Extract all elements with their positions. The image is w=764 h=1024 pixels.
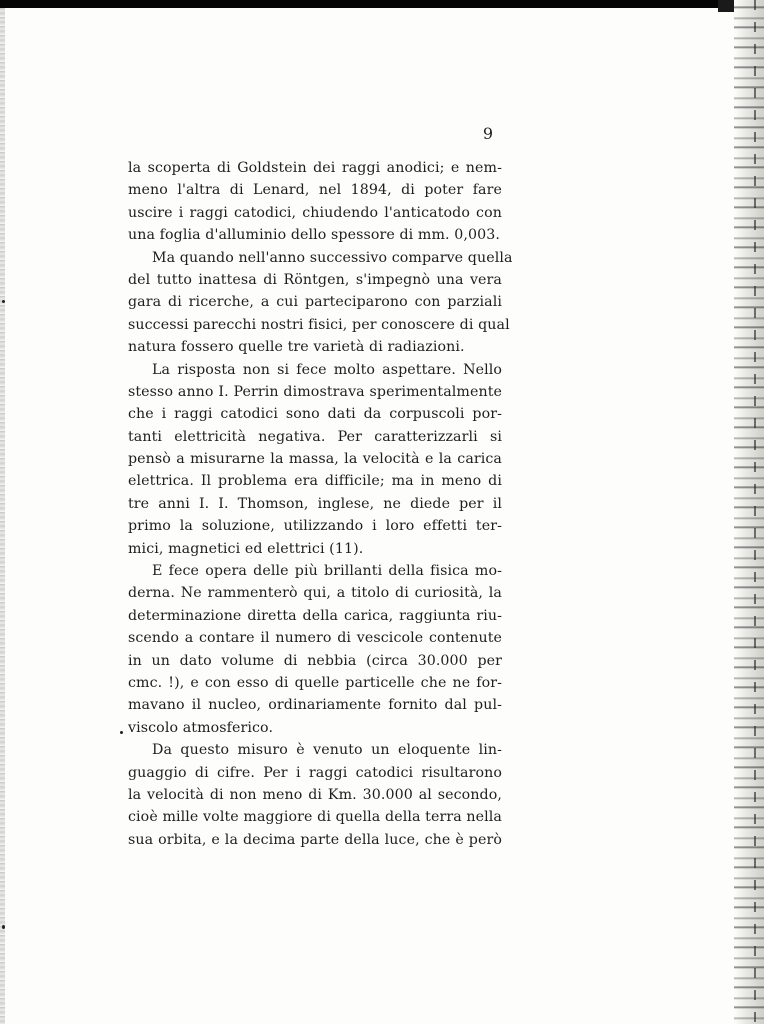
text-line: uscire i raggi catodici, chiudendo l'anticatodo con (128, 204, 502, 221)
page-number: 9 (482, 124, 494, 143)
text-line: in un dato volume di nebbia (circa 30.000 per (128, 652, 502, 669)
scan-speck (2, 925, 5, 929)
paragraph-1 (128, 157, 502, 247)
text-line: la scoperta di Goldstein dei raggi anodici; e nem- (128, 160, 502, 176)
text-line: guaggio di cifre. Per i raggi catodici risultarono (128, 764, 502, 781)
text-line: natura fossero quelle tre varietà di radiazioni. (128, 339, 465, 356)
text-line: tre anni I. I. Thomson, inglese, ne diede per il (128, 495, 502, 512)
text-line: determinazione diretta della carica, raggiunta riu- (128, 607, 502, 624)
text-line: sua orbita, e la decima parte della luce, che è però (128, 831, 502, 848)
text-line: Da questo misuro è venuto un eloquente lin- (152, 742, 502, 759)
text-line: la velocità di non meno di Km. 30.000 al secondo, (128, 786, 502, 803)
text-line: La risposta non si fece molto aspettare. Nello (152, 361, 502, 378)
text-line: scendo a contare il numero di vescicole contenute (128, 630, 502, 647)
paragraph-3 (128, 359, 502, 561)
text-line: una foglia d'alluminio dello spessore di mm. 0,003. (128, 227, 500, 244)
body-text (128, 157, 513, 851)
text-line: del tutto inattesa di Röntgen, s'impegnò una vera (128, 271, 502, 288)
text-line: gara di ricerche, a cui parteciparono con parziali (128, 294, 502, 311)
text-line: mavano il nucleo, ordinariamente fornito dal pul- (128, 697, 502, 714)
scan-speck (2, 300, 5, 303)
text-line: E fece opera delle più brillanti della fisica mo- (152, 563, 502, 580)
paragraph-2 (128, 247, 513, 359)
scan-top-shadow (0, 0, 764, 8)
text-line: successi parecchi nostri fisici, per conoscere di qual (128, 316, 510, 333)
text-line: che i raggi catodici sono dati da corpuscoli por- (128, 406, 502, 423)
text-line: viscolo atmosferico. (128, 719, 274, 736)
text-line: mici, magnetici ed elettrici (11). (128, 540, 364, 557)
text-line: stesso anno I. Perrin dimostrava sperimentalmente (128, 383, 502, 400)
scan-speck (120, 731, 123, 734)
text-line: meno l'altra di Lenard, nel 1894, di poter fare (128, 182, 502, 199)
text-line: primo la soluzione, utilizzando i loro effetti ter- (128, 518, 502, 535)
paragraph-5 (128, 739, 502, 851)
text-line: derna. Ne rammenterò qui, a titolo di curiosità, la (128, 585, 502, 602)
text-line: Ma quando nell'anno successivo comparve quella (152, 249, 513, 266)
scan-right-edge (734, 0, 764, 1024)
text-line: elettrica. Il problema era difficile; ma in meno di (128, 473, 502, 490)
paragraph-4 (128, 560, 502, 739)
scan-left-edge (0, 8, 5, 1024)
text-line: cioè mille volte maggiore di quella della terra nella (128, 809, 502, 826)
text-line: pensò a misurarne la massa, la velocità e la carica (128, 451, 502, 468)
text-line: tanti elettricità negativa. Per caratterizzarli si (128, 428, 502, 445)
text-line: cmc. !), e con esso di quelle particelle che ne for- (128, 674, 502, 691)
